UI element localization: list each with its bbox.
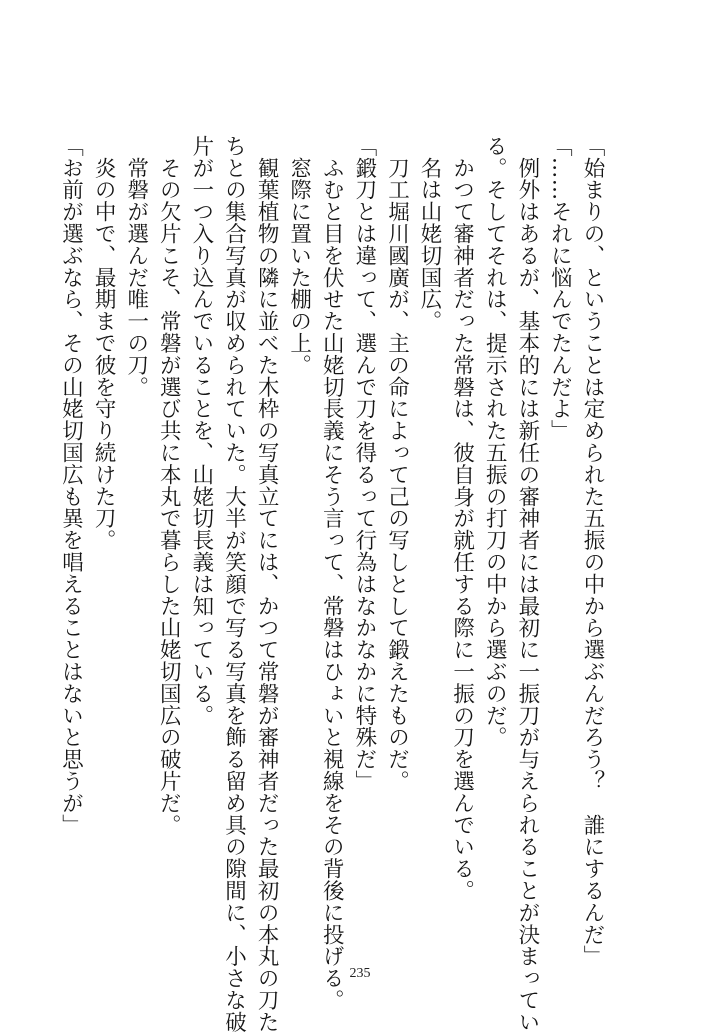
text-line: る。そしてそれは、提示された五振の打刀の中から選ぶのだ。 — [482, 135, 508, 749]
text-line: 窓際に置いた棚の上。 — [286, 135, 312, 376]
text-line: 「……それに悩んでたんだよ」 — [547, 135, 573, 442]
text-line: 名は山姥切国広。 — [417, 135, 443, 333]
text-line: 炎の中で、最期まで彼を守り続けた刀。 — [91, 135, 117, 552]
text-line: ちとの集合写真が収められていた。大半が笑顔で写る写真を飾る留め具の隙間に、小さな破 — [221, 135, 247, 1033]
text-line: 「お前が選ぶなら、その山姥切国広も異を唱えることはないと思うが」 — [58, 135, 84, 836]
text-line: 「始まりの、ということは定められた五振の中から選ぶんだろう？ 誰にするんだ」 — [580, 135, 605, 968]
text-line: 例外はあるが、基本的には新任の審神者には最初に一振刀が与えられることが決まってい — [514, 135, 540, 1033]
page-number: 235 — [349, 966, 371, 981]
text-line: 片が一つ入り込んでいることを、山姥切長義は知っている。 — [188, 135, 214, 727]
text-line: 「鍛刀とは違って、選んで刀を得るって行為はなかなかに特殊だ」 — [351, 135, 377, 792]
text-line: ふむと目を伏せた山姥切長義にそう言って、常磐はひょいと視線をその背後に投げる。 — [319, 135, 345, 1011]
text-line: 刀工堀川國廣が、主の命によって己の写しとして鍛えたものだ。 — [384, 135, 410, 792]
text-line: 常磐が選んだ唯一の刀。 — [123, 135, 149, 398]
text-line: その欠片こそ、常磐が選び共に本丸で暮らした山姥切国広の破片だ。 — [156, 135, 182, 836]
text-line: かつて審神者だった常磐は、彼自身が就任する際に一振の刀を選んでいる。 — [449, 135, 475, 902]
text-line: 観葉植物の隣に並べた木枠の写真立てには、かつて常磐が審神者だった最初の本丸の刀た — [254, 135, 280, 1033]
